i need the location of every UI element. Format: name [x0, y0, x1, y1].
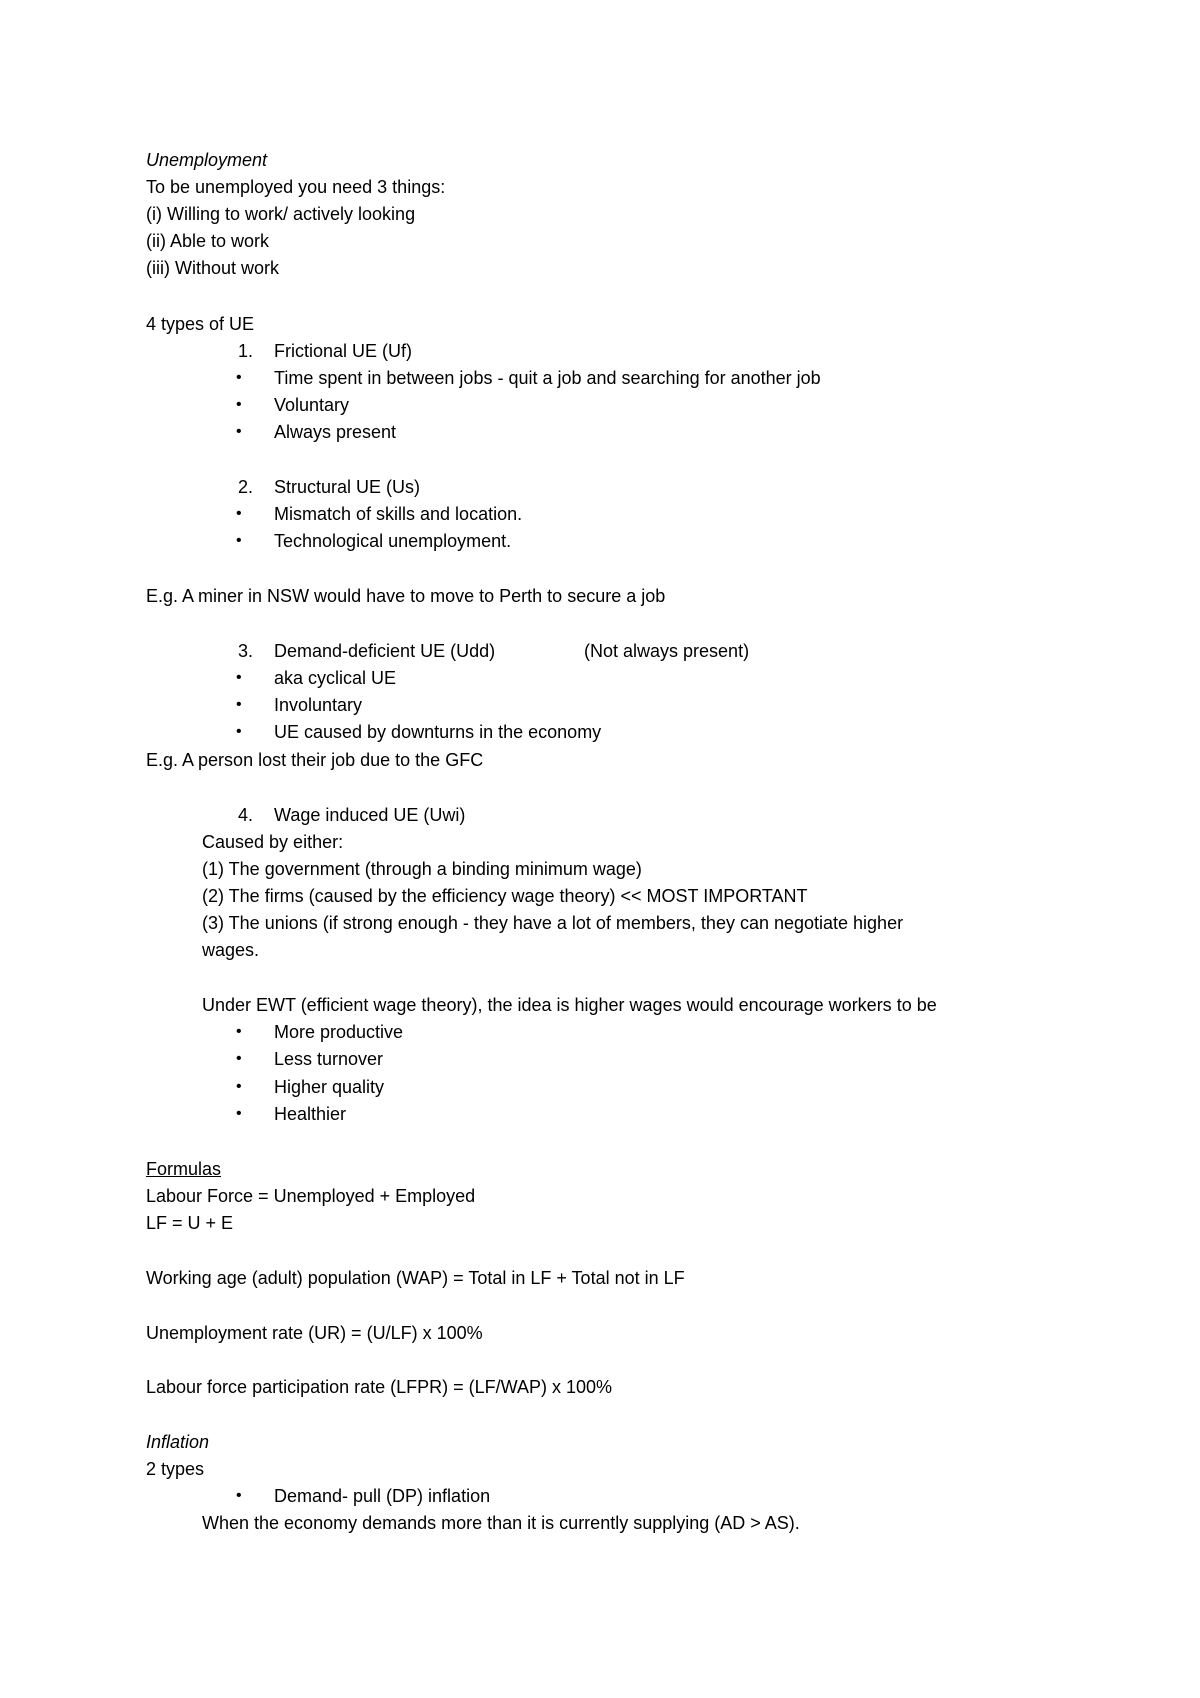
inflation-heading: Inflation — [146, 1432, 210, 1452]
inflation-types-heading: 2 types — [146, 1459, 205, 1479]
bullet-icon: • — [236, 505, 242, 522]
list-item: Time spent in between jobs - quit a job and searching for another job — [274, 368, 821, 388]
list-number: 2. — [238, 477, 254, 497]
list-item: UE caused by downturns in the economy — [274, 722, 602, 742]
demand-deficient-note: (Not always present) — [584, 641, 750, 661]
formula-line: Labour Force = Unemployed + Employed — [146, 1186, 476, 1206]
bullet-icon: • — [236, 1050, 242, 1067]
list-item: Mismatch of skills and location. — [274, 504, 523, 524]
cause-line: (2) The firms (caused by the efficiency wage theory) << MOST IMPORTANT — [202, 886, 808, 906]
list-item: Always present — [274, 422, 397, 442]
list-item: Demand- pull (DP) inflation — [274, 1486, 491, 1506]
formula-line: LF = U + E — [146, 1213, 234, 1233]
ewt-intro: Under EWT (efficient wage theory), the idea is higher wages would encourage workers to be — [202, 995, 937, 1015]
structural-example: E.g. A miner in NSW would have to move to Perth to secure a job — [146, 586, 666, 606]
list-item: Healthier — [274, 1104, 347, 1124]
bullet-icon: • — [236, 1078, 242, 1095]
formulas-heading: Formulas — [146, 1159, 222, 1179]
list-number: 4. — [238, 805, 254, 825]
formula-line: Labour force participation rate (LFPR) = (LF/WAP) x 100% — [146, 1377, 613, 1397]
demand-deficient-title: Demand-deficient UE (Udd) — [274, 641, 496, 661]
list-item: Technological unemployment. — [274, 531, 512, 551]
list-number: 3. — [238, 641, 254, 661]
list-item: aka cyclical UE — [274, 668, 397, 688]
bullet-icon: • — [236, 1487, 242, 1504]
formula-line: Working age (adult) population (WAP) = Total in LF + Total not in LF — [146, 1268, 685, 1288]
list-item: Voluntary — [274, 395, 350, 415]
bullet-icon: • — [236, 423, 242, 440]
unemployment-heading: Unemployment — [146, 150, 268, 170]
frictional-title: Frictional UE (Uf) — [274, 341, 413, 361]
demand-pull-description: When the economy demands more than it is currently supplying (AD > AS). — [202, 1513, 800, 1533]
cause-line: (1) The government (through a binding minimum wage) — [202, 859, 642, 879]
bullet-icon: • — [236, 396, 242, 413]
cause-line: wages. — [202, 940, 260, 960]
criterion-line: (iii) Without work — [146, 258, 280, 278]
structural-title: Structural UE (Us) — [274, 477, 421, 497]
bullet-icon: • — [236, 669, 242, 686]
types-heading: 4 types of UE — [146, 314, 255, 334]
cause-line: (3) The unions (if strong enough - they have a lot of members, they can negotiate higher — [202, 913, 904, 933]
unemployment-intro: To be unemployed you need 3 things: — [146, 177, 446, 197]
bullet-icon: • — [236, 723, 242, 740]
bullet-icon: • — [236, 1105, 242, 1122]
list-item: Involuntary — [274, 695, 363, 715]
list-item: Higher quality — [274, 1077, 385, 1097]
criterion-line: (ii) Able to work — [146, 231, 270, 251]
list-item: More productive — [274, 1022, 404, 1042]
bullet-icon: • — [236, 696, 242, 713]
criterion-line: (i) Willing to work/ actively looking — [146, 204, 416, 224]
bullet-icon: • — [236, 369, 242, 386]
bullet-icon: • — [236, 532, 242, 549]
list-item: Less turnover — [274, 1049, 384, 1069]
caused-by-label: Caused by either: — [202, 832, 344, 852]
demand-deficient-example: E.g. A person lost their job due to the GFC — [146, 750, 484, 770]
formula-line: Unemployment rate (UR) = (U/LF) x 100% — [146, 1323, 483, 1343]
list-number: 1. — [238, 341, 254, 361]
wage-induced-title: Wage induced UE (Uwi) — [274, 805, 466, 825]
bullet-icon: • — [236, 1023, 242, 1040]
